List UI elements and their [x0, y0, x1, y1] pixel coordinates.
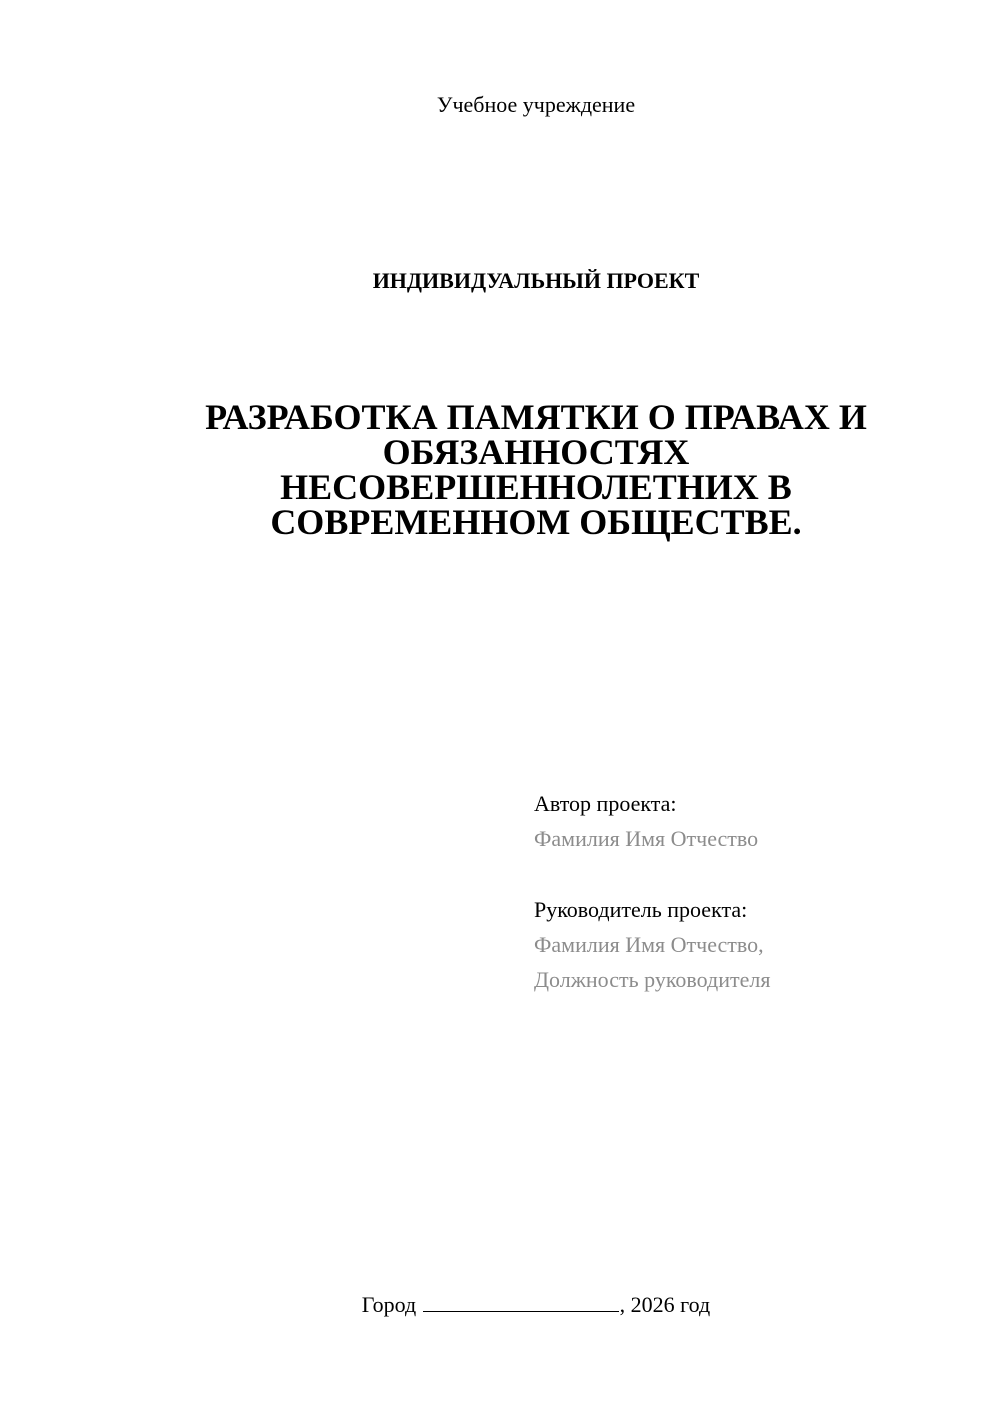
supervisor-block: [534, 892, 974, 997]
project-title: [160, 397, 912, 542]
project-title-line: ОБЯЗАННОСТЯХ: [382, 432, 690, 472]
supervisor-name: Фамилия Имя Отчество,: [534, 932, 764, 957]
city-label: Город: [361, 1292, 417, 1317]
project-title-line: НЕСОВЕРШЕННОЛЕТНИХ В: [280, 467, 792, 507]
city-blank-line: [423, 1291, 619, 1312]
author-name: Фамилия Имя Отчество: [534, 826, 759, 851]
author-block: [534, 786, 974, 856]
year-text: , 2026 год: [619, 1292, 711, 1317]
author-label: Автор проекта:: [534, 791, 677, 816]
city-year-footer: [0, 1290, 1000, 1320]
supervisor-position: Должность руководителя: [534, 967, 771, 992]
project-title-line: СОВРЕМЕННОМ ОБЩЕСТВЕ.: [270, 502, 802, 542]
project-type-heading: ИНДИВИДУАЛЬНЫЙ ПРОЕКТ: [372, 268, 700, 293]
supervisor-label: Руководитель проекта:: [534, 897, 748, 922]
project-title-line: РАЗРАБОТКА ПАМЯТКИ О ПРАВАХ И: [205, 397, 867, 437]
institution-name: Учебное учреждение: [436, 92, 636, 117]
